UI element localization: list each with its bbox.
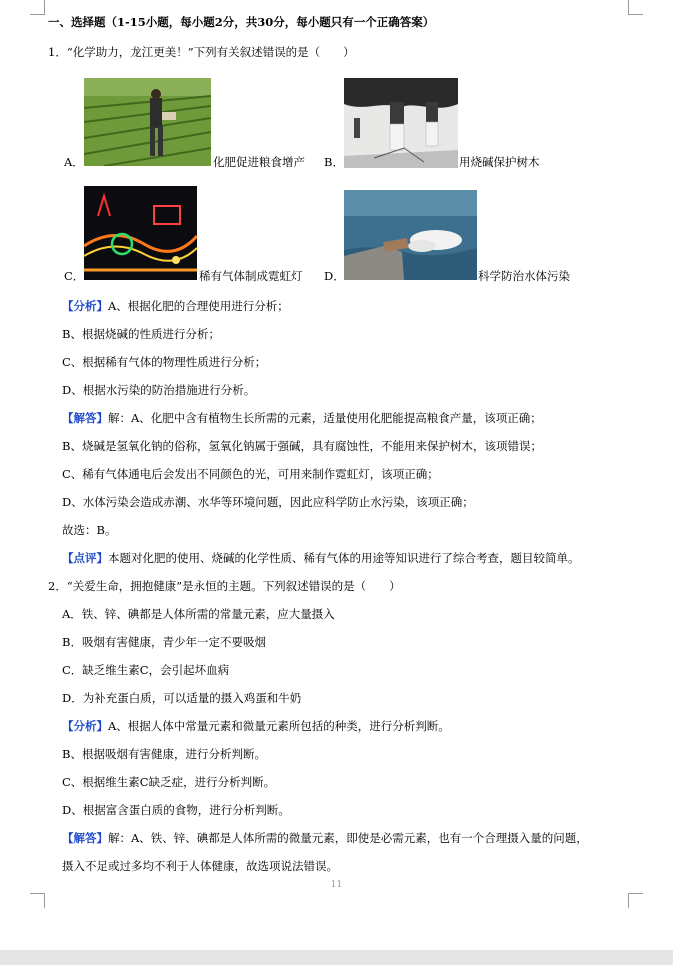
q1-analysis-line-3: C、根据稀有气体的物理性质进行分析； bbox=[62, 355, 267, 369]
q1-answer-line-5: 故选：B。 bbox=[62, 523, 117, 537]
q1-analysis-line-4: D、根据水污染的防治措施进行分析。 bbox=[62, 383, 256, 397]
q2-option-d: D．为补充蛋白质，可以适量的摄入鸡蛋和牛奶 bbox=[62, 691, 302, 705]
q2-answer-line-2: 摄入不足或过多均不利于人体健康，故选项说法错误。 bbox=[62, 859, 338, 873]
option-b-letter: B． bbox=[324, 155, 344, 169]
q1-answer-tag: 【解答】 bbox=[62, 411, 108, 425]
question-1-stem: 1．“化学助力，龙江更美！”下列有关叙述错误的是（ ） bbox=[48, 45, 355, 59]
q2-analysis-line-4: D、根据富含蛋白质的食物，进行分析判断。 bbox=[62, 803, 290, 817]
q2-analysis-tag: 【分析】 bbox=[62, 719, 108, 733]
crop-mark-top-right bbox=[628, 0, 643, 15]
q1-answer-line-1: 【解答】解：A、化肥中含有植物生长所需的元素，适量使用化肥能提高粮食产量，该项正确； bbox=[62, 411, 542, 425]
option-c-caption: 稀有气体制成霓虹灯 bbox=[199, 269, 303, 283]
question-2-stem: 2．“关爱生命，拥抱健康”是永恒的主题。下列叙述错误的是（ ） bbox=[48, 579, 401, 593]
q1-analysis-tag: 【分析】 bbox=[62, 299, 108, 313]
q2-option-a: A．铁、锌、碘都是人体所需的常量元素，应大量摄入 bbox=[62, 607, 335, 621]
option-d-caption: 科学防治水体污染 bbox=[478, 269, 570, 283]
q2-option-c: C．缺乏维生素C，会引起坏血病 bbox=[62, 663, 230, 677]
crop-mark-top-left bbox=[30, 0, 45, 15]
water-pollution-photo bbox=[344, 190, 477, 280]
q1-answer-line-2: B、烧碱是氢氧化钠的俗称，氢氧化钠属于强碱，具有腐蚀性，不能用来保护树木，该项错误； bbox=[62, 439, 542, 453]
farm-field-photo bbox=[84, 78, 211, 166]
option-b-caption: 用烧碱保护树木 bbox=[459, 155, 540, 169]
q2-answer-line-1: 【解答】解：A、铁、锌、碘都是人体所需的微量元素，即使是必需元素，也有一个合理摄入量的问题， bbox=[62, 831, 588, 845]
crop-mark-bottom-left bbox=[30, 893, 45, 908]
q2-analysis-line-1: 【分析】A、根据人体中常量元素和微量元素所包括的种类，进行分析判断。 bbox=[62, 719, 450, 733]
option-a-letter: A． bbox=[64, 155, 84, 169]
q2-option-b: B．吸烟有害健康，青少年一定不要吸烟 bbox=[62, 635, 266, 649]
q1-comment: 【点评】本题对化肥的使用、烧碱的化学性质、稀有气体的用途等知识进行了综合考查，题目较简单。 bbox=[62, 551, 580, 565]
section-heading: 一、选择题（1-15小题，每小题2分，共30分，每小题只有一个正确答案） bbox=[48, 15, 435, 29]
page-number: 11 bbox=[330, 880, 343, 890]
q1-analysis-line-1: 【分析】A、根据化肥的合理使用进行分析； bbox=[62, 299, 289, 313]
q2-analysis-line-2: B、根据吸烟有害健康，进行分析判断。 bbox=[62, 747, 266, 761]
q1-analysis-line-2: B、根据烧碱的性质进行分析； bbox=[62, 327, 220, 341]
q1-comment-tag: 【点评】 bbox=[62, 551, 108, 565]
option-c-letter: C． bbox=[64, 269, 85, 283]
q2-answer-tag: 【解答】 bbox=[62, 831, 108, 845]
neon-lights-photo bbox=[84, 186, 197, 280]
option-a-caption: 化肥促进粮食增产 bbox=[213, 155, 305, 169]
q1-answer-line-4: D、水体污染会造成赤潮、水华等环境问题，因此应科学防止水污染，该项正确； bbox=[62, 495, 474, 509]
trees-photo bbox=[344, 78, 458, 168]
option-d-letter: D． bbox=[324, 269, 345, 283]
q2-analysis-line-3: C、根据维生素C缺乏症，进行分析判断。 bbox=[62, 775, 276, 789]
q1-answer-line-3: C、稀有气体通电后会发出不同颜色的光，可用来制作霓虹灯，该项正确； bbox=[62, 467, 439, 481]
crop-mark-bottom-right bbox=[628, 893, 643, 908]
